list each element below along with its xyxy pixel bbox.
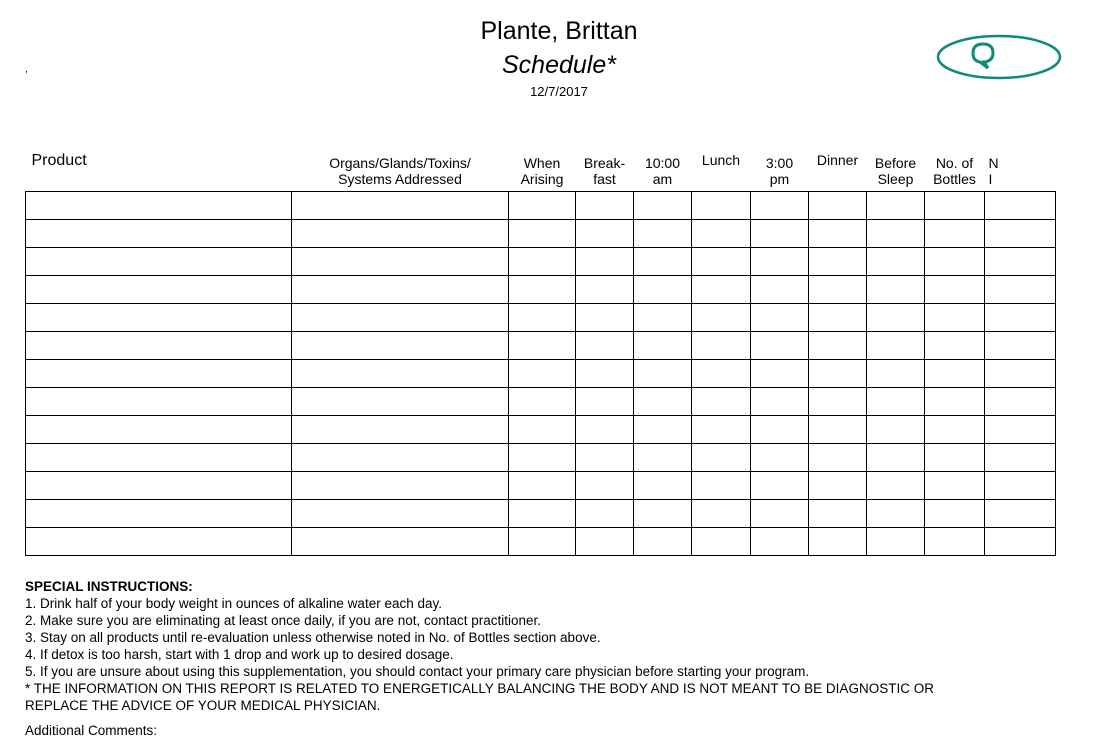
table-cell: [292, 304, 509, 332]
table-cell: [925, 220, 985, 248]
table-row: [26, 192, 1056, 220]
table-cell: [809, 528, 867, 556]
table-cell: [692, 500, 751, 528]
instruction-item: 5. If you are unsure about using this supplementation, you should contact your primary care physician before starting your program.: [25, 664, 810, 679]
table-cell: [26, 304, 292, 332]
table-cell: [26, 472, 292, 500]
table-cell: [576, 528, 634, 556]
table-cell: [751, 332, 809, 360]
table-cell: [809, 360, 867, 388]
table-cell: [925, 360, 985, 388]
column-organs: Organs/Glands/Toxins/ Systems Addressed: [292, 150, 509, 192]
instruction-item: 1. Drink half of your body weight in ounces of alkaline water each day.: [25, 596, 442, 611]
column-when-arising: When Arising: [509, 150, 576, 192]
table-cell: [634, 388, 692, 416]
table-cell: [985, 248, 1056, 276]
table-cell: [867, 444, 925, 472]
table-cell: [751, 276, 809, 304]
table-cell: [985, 360, 1056, 388]
table-cell: [867, 332, 925, 360]
table-cell: [692, 388, 751, 416]
table-cell: [634, 416, 692, 444]
table-cell: [751, 248, 809, 276]
table-cell: [751, 500, 809, 528]
table-cell: [925, 500, 985, 528]
table-cell: [576, 332, 634, 360]
table-cell: [292, 500, 509, 528]
table-cell: [26, 332, 292, 360]
table-cell: [867, 528, 925, 556]
table-header-row: [26, 150, 1056, 192]
table-row: [26, 248, 1056, 276]
table-cell: [809, 332, 867, 360]
instructions-heading: SPECIAL INSTRUCTIONS:: [25, 579, 193, 594]
table-cell: [985, 444, 1056, 472]
table-cell: [292, 472, 509, 500]
table-row: [26, 444, 1056, 472]
table-cell: [576, 248, 634, 276]
table-cell: [925, 416, 985, 444]
table-cell: [751, 304, 809, 332]
column-extra: N I: [985, 150, 1056, 192]
table-cell: [509, 360, 576, 388]
table-cell: [292, 444, 509, 472]
table-cell: [509, 304, 576, 332]
table-cell: [985, 416, 1056, 444]
table-cell: [809, 416, 867, 444]
table-cell: [985, 192, 1056, 220]
table-cell: [925, 332, 985, 360]
table-cell: [692, 528, 751, 556]
table-row: [26, 304, 1056, 332]
table-cell: [634, 304, 692, 332]
table-cell: [509, 248, 576, 276]
table-cell: [509, 332, 576, 360]
table-cell: [751, 192, 809, 220]
table-cell: [634, 500, 692, 528]
table-cell: [867, 276, 925, 304]
table-cell: [634, 332, 692, 360]
table-cell: [692, 192, 751, 220]
table-cell: [509, 192, 576, 220]
additional-comments-label: Additional Comments:: [25, 723, 158, 738]
table-cell: [509, 388, 576, 416]
table-cell: [692, 444, 751, 472]
table-cell: [809, 220, 867, 248]
table-cell: [751, 388, 809, 416]
table-cell: [809, 304, 867, 332]
table-cell: [925, 304, 985, 332]
instruction-item: 4. If detox is too harsh, start with 1 drop and work up to desired dosage.: [25, 647, 454, 662]
table-row: [26, 276, 1056, 304]
table-row: [26, 220, 1056, 248]
table-cell: [867, 388, 925, 416]
table-cell: [867, 304, 925, 332]
table-cell: [292, 276, 509, 304]
table-cell: [634, 192, 692, 220]
table-cell: [576, 500, 634, 528]
table-cell: [692, 416, 751, 444]
table-cell: [634, 360, 692, 388]
table-cell: [26, 444, 292, 472]
table-cell: [634, 528, 692, 556]
table-cell: [692, 248, 751, 276]
table-cell: [985, 472, 1056, 500]
table-cell: [867, 500, 925, 528]
table-cell: [925, 528, 985, 556]
table-cell: [925, 248, 985, 276]
table-cell: [634, 248, 692, 276]
table-cell: [576, 472, 634, 500]
special-instructions: [25, 578, 997, 714]
table-cell: [634, 220, 692, 248]
table-cell: [509, 416, 576, 444]
table-cell: [576, 276, 634, 304]
table-cell: [292, 332, 509, 360]
schedule-title: Schedule*: [502, 51, 616, 79]
table-cell: [292, 388, 509, 416]
table-cell: [26, 360, 292, 388]
table-cell: [26, 248, 292, 276]
column-before-sleep: Before Sleep: [867, 150, 925, 192]
patient-name: Plante, Brittan: [480, 17, 638, 45]
table-cell: [985, 388, 1056, 416]
disclaimer: * THE INFORMATION ON THIS REPORT IS RELATED TO ENERGETICALLY BALANCING THE BODY AND IS NOT MEANT TO BE DIAGNOSTIC OR REPLACE THE ADVICE OF YOUR MEDICAL PHYSICIAN.: [25, 681, 934, 713]
table-cell: [751, 220, 809, 248]
table-cell: [925, 388, 985, 416]
table-cell: [925, 276, 985, 304]
column-dinner: Dinner: [809, 150, 867, 192]
table-cell: [576, 304, 634, 332]
company-logo-icon: [937, 33, 1007, 89]
table-cell: [809, 444, 867, 472]
table-cell: [867, 416, 925, 444]
table-cell: [634, 276, 692, 304]
table-cell: [509, 444, 576, 472]
report-date: 12/7/2017: [530, 84, 588, 99]
table-cell: [985, 276, 1056, 304]
table-cell: [985, 220, 1056, 248]
table-cell: [985, 528, 1056, 556]
table-row: [26, 528, 1056, 556]
table-cell: [751, 472, 809, 500]
table-cell: [692, 472, 751, 500]
table-cell: [576, 192, 634, 220]
instruction-item: 3. Stay on all products until re-evaluation unless otherwise noted in No. of Bottles section above.: [25, 630, 601, 645]
table-cell: [292, 528, 509, 556]
table-cell: [809, 500, 867, 528]
supplement-schedule-table: [25, 150, 1056, 556]
table-row: [26, 472, 1056, 500]
table-cell: [751, 528, 809, 556]
table-cell: [809, 192, 867, 220]
table-cell: [292, 248, 509, 276]
table-cell: [692, 304, 751, 332]
table-cell: [292, 360, 509, 388]
table-cell: [509, 528, 576, 556]
column-lunch: Lunch: [692, 150, 751, 192]
table-cell: [985, 332, 1056, 360]
table-cell: [867, 248, 925, 276]
table-cell: [576, 388, 634, 416]
table-cell: [26, 416, 292, 444]
table-cell: [26, 528, 292, 556]
table-cell: [292, 192, 509, 220]
table-cell: [985, 500, 1056, 528]
table-cell: [925, 444, 985, 472]
table-cell: [576, 360, 634, 388]
column-3pm: 3:00 pm: [751, 150, 809, 192]
table-cell: [692, 332, 751, 360]
table-cell: [692, 220, 751, 248]
table-cell: [867, 192, 925, 220]
column-bottles: No. of Bottles: [925, 150, 985, 192]
table-cell: [509, 220, 576, 248]
column-breakfast: Break- fast: [576, 150, 634, 192]
table-cell: [576, 444, 634, 472]
table-cell: [26, 276, 292, 304]
table-cell: [809, 248, 867, 276]
table-cell: [692, 276, 751, 304]
table-cell: [925, 192, 985, 220]
column-10am: 10:00 am: [634, 150, 692, 192]
table-cell: [692, 360, 751, 388]
instruction-item: 2. Make sure you are eliminating at least once daily, if you are not, contact practitioner.: [25, 613, 542, 628]
table-cell: [292, 416, 509, 444]
table-cell: [292, 220, 509, 248]
table-cell: [509, 276, 576, 304]
table-cell: [867, 472, 925, 500]
table-row: [26, 332, 1056, 360]
table-cell: [509, 500, 576, 528]
table-cell: [26, 500, 292, 528]
table-row: [26, 500, 1056, 528]
table-row: [26, 416, 1056, 444]
table-cell: [634, 444, 692, 472]
table-cell: [576, 416, 634, 444]
table-cell: [809, 472, 867, 500]
table-cell: [751, 360, 809, 388]
table-row: [26, 388, 1056, 416]
table-cell: [26, 192, 292, 220]
column-product: Product: [26, 150, 292, 192]
table-cell: [26, 388, 292, 416]
table-cell: [26, 220, 292, 248]
table-row: [26, 360, 1056, 388]
table-cell: [809, 276, 867, 304]
table-cell: [867, 360, 925, 388]
table-cell: [809, 388, 867, 416]
table-cell: [751, 444, 809, 472]
stray-mark: ,: [25, 64, 28, 75]
table-cell: [509, 472, 576, 500]
table-cell: [634, 472, 692, 500]
table-cell: [925, 472, 985, 500]
table-cell: [751, 416, 809, 444]
table-cell: [985, 304, 1056, 332]
table-cell: [867, 220, 925, 248]
table-cell: [576, 220, 634, 248]
